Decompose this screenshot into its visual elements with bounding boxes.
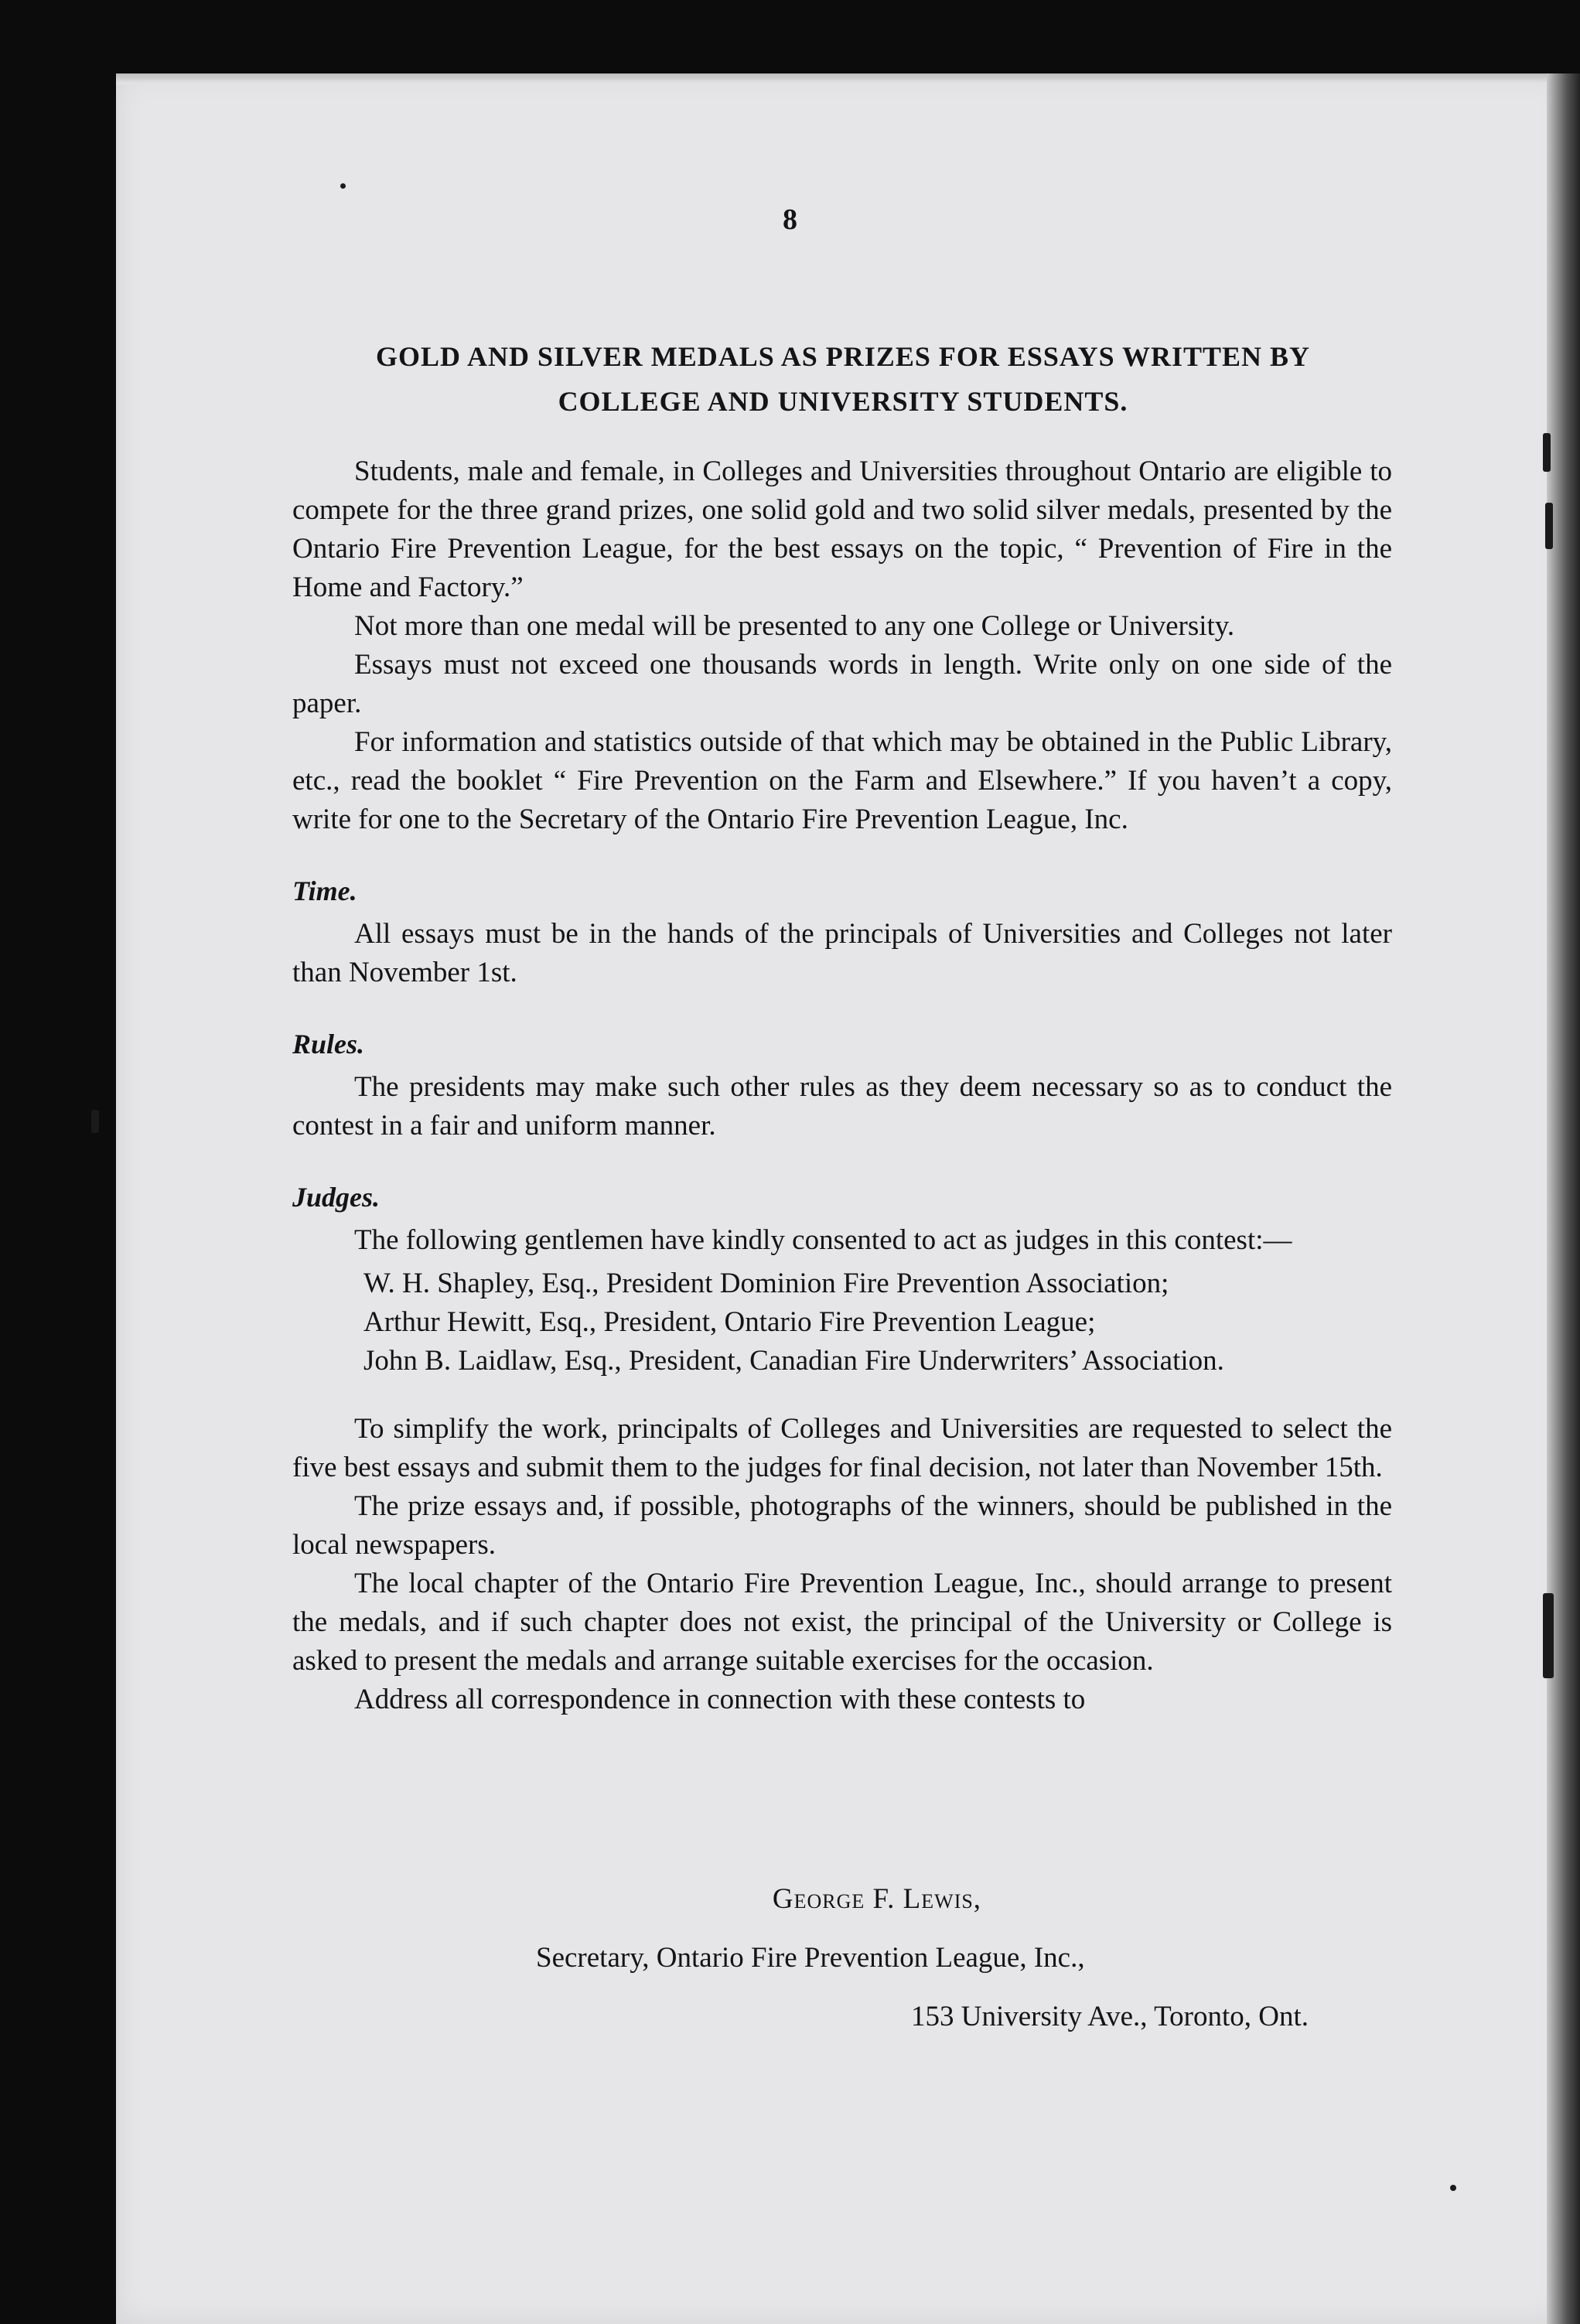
document-body (292, 452, 1392, 1719)
paragraph-rules: The presidents may make such other rules as they deem necessary so as to conduct the contest in a fair and uniform manner. (292, 1071, 1392, 1142)
paragraph-information: For information and statistics outside of that which may be obtained in the Public Library, etc., read the booklet “ Fire Prevention on the Farm and Elsewhere.” If you haven’t a copy, write for one to the Secretary of the Ontario Fire Prevention League, Inc. (292, 726, 1392, 835)
judge-item: Arthur Hewitt, Esq., President, Ontario Fire Prevention League; (363, 1306, 1096, 1338)
page-number: 8 (783, 203, 797, 236)
section-heading-judges: Judges. (292, 1182, 380, 1213)
speck (1450, 2185, 1456, 2191)
judge-item: W. H. Shapley, Esq., President Dominion Fire Prevention Association; (363, 1268, 1169, 1299)
page-title-line-2: COLLEGE AND UNIVERSITY STUDENTS. (558, 386, 1128, 417)
paragraph-correspondence: Address all correspondence in connection with these contests to (354, 1684, 1086, 1715)
speck (340, 183, 346, 189)
page-title (286, 334, 1400, 424)
spacer (292, 1380, 1392, 1410)
speck (1543, 1593, 1554, 1678)
paragraph-eligibility: Students, male and female, in Colleges and Universities throughout Ontario are eligible to compete for the three grand prizes, one solid gold and two solid silver medals, presented by the Ontario Fire Prevention League, for the best essays on the topic, “ Prevention of Fire in the Home and Factory.” (292, 456, 1392, 603)
signature-address: 153 University Ave., Toronto, Ont. (911, 2001, 1309, 2032)
speck (1545, 503, 1553, 549)
page-right-shadow (1547, 73, 1580, 2324)
paragraph-selection: To simplify the work, principalts of Colleges and Universities are requested to select the five best essays and submit them to the judges for final decision, not later than November 15th. (292, 1413, 1392, 1483)
judge-item: John B. Laidlaw, Esq., President, Canadian Fire Underwriters’ Association. (363, 1345, 1224, 1377)
section-heading-time: Time. (292, 875, 357, 906)
paragraph-medal-limit: Not more than one medal will be presented to any one College or University. (354, 610, 1235, 642)
speck (1543, 433, 1551, 472)
signature-name: George F. Lewis, (772, 1883, 982, 1915)
page-title-line-1: GOLD AND SILVER MEDALS AS PRIZES FOR ESSAYS WRITTEN BY (375, 341, 1311, 372)
signature-title: Secretary, Ontario Fire Prevention League, Inc., (536, 1942, 1085, 1974)
section-heading-rules: Rules. (292, 1029, 365, 1060)
signature-block (292, 1879, 1392, 2037)
paragraph-length: Essays must not exceed one thousands words in length. Write only on one side of the paper. (292, 649, 1392, 719)
paragraph-presentation: The local chapter of the Ontario Fire Prevention League, Inc., should arrange to present the medals, and if such chapter does not exist, the principal of the University or College is asked to present the medals and arrange suitable exercises for the occasion. (292, 1568, 1392, 1677)
paragraph-publication: The prize essays and, if possible, photographs of the winners, should be published in the local newspapers. (292, 1490, 1392, 1561)
page-top-edge (116, 73, 1566, 84)
paragraph-time: All essays must be in the hands of the principals of Universities and Colleges not later than November 1st. (292, 918, 1392, 988)
judges-list (363, 1264, 1392, 1380)
speck (91, 1110, 99, 1133)
paragraph-judges: The following gentlemen have kindly consented to act as judges in this contest:— (354, 1224, 1292, 1256)
